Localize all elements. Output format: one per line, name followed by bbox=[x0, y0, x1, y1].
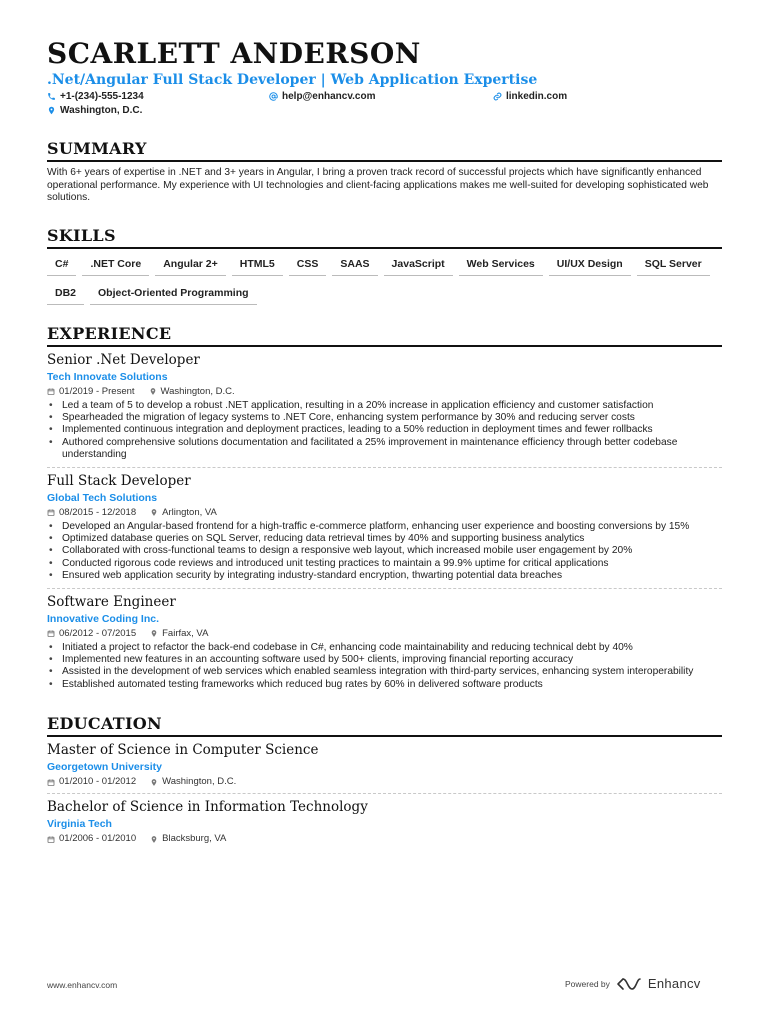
calendar-icon bbox=[47, 387, 55, 396]
skill-tag: SQL Server bbox=[637, 254, 710, 276]
experience-list bbox=[47, 352, 722, 697]
job-location: Arlington, VA bbox=[162, 506, 217, 518]
skill-tag: CSS bbox=[289, 254, 327, 276]
experience-bullet: • Conducted rigorous code reviews and introduced unit testing practices to maintain a 99.9% uptime for critical applications bbox=[47, 558, 722, 570]
candidate-headline: .Net/Angular Full Stack Developer | Web Application Expertise bbox=[47, 72, 538, 88]
experience-title: EXPERIENCE bbox=[47, 323, 172, 343]
skill-tag: DB2 bbox=[47, 283, 84, 305]
section-divider bbox=[47, 735, 722, 737]
experience-entry bbox=[47, 594, 722, 697]
skill-tag: .NET Core bbox=[82, 254, 149, 276]
job-location: Washington, D.C. bbox=[160, 385, 235, 397]
job-meta bbox=[47, 507, 722, 519]
job-dates: 06/2012 - 07/2015 bbox=[59, 627, 137, 639]
map-pin-icon bbox=[150, 778, 158, 787]
email-text: help@enhancv.com bbox=[282, 91, 376, 102]
footer-branding bbox=[565, 976, 701, 991]
summary-section bbox=[47, 139, 722, 205]
education-meta bbox=[47, 776, 722, 788]
link-icon bbox=[493, 92, 502, 101]
job-company[interactable]: Innovative Coding Inc. bbox=[47, 612, 160, 625]
job-dates: 01/2019 - Present bbox=[59, 385, 135, 397]
summary-text: With 6+ years of expertise in .NET and 3+ years in Angular, I bring a proven track record of successful projects which have significantly enhanced operational performance. My experience with UI technologies and client-facing applications makes me well-suited for developing sophisticated web solutions. bbox=[47, 167, 709, 203]
footer-website[interactable]: www.enhancv.com bbox=[47, 980, 118, 990]
job-bullets bbox=[47, 400, 722, 462]
job-company[interactable]: Global Tech Solutions bbox=[47, 491, 158, 504]
job-location: Fairfax, VA bbox=[162, 627, 209, 639]
school-name[interactable]: Georgetown University bbox=[47, 761, 162, 774]
experience-entry bbox=[47, 473, 722, 589]
job-role: Software Engineer bbox=[47, 593, 176, 610]
experience-section bbox=[47, 324, 722, 697]
experience-bullet: • Developed an Angular-based frontend for a high-traffic e-commerce platform, enhancing user experience and boosting conversions by 15% bbox=[47, 521, 722, 533]
skills-list bbox=[47, 254, 722, 312]
calendar-icon bbox=[47, 508, 55, 517]
map-pin-icon bbox=[150, 508, 158, 517]
powered-by-text: Powered by bbox=[565, 978, 610, 989]
skills-title: SKILLS bbox=[47, 225, 116, 245]
experience-bullet: • Implemented new features in an accounting software used by 500+ clients, improving financial reporting accuracy bbox=[47, 654, 722, 666]
location-text: Washington, D.C. bbox=[60, 105, 143, 116]
job-company[interactable]: Tech Innovate Solutions bbox=[47, 370, 168, 383]
education-list bbox=[47, 742, 722, 850]
degree-title: Master of Science in Computer Science bbox=[47, 742, 319, 759]
education-dates: 01/2010 - 01/2012 bbox=[59, 776, 137, 788]
enhancv-logo-icon bbox=[616, 977, 642, 991]
skill-tag: JavaScript bbox=[384, 254, 453, 276]
phone-icon bbox=[47, 92, 56, 101]
contact-info bbox=[47, 89, 722, 119]
job-role: Full Stack Developer bbox=[47, 472, 191, 489]
experience-bullet: • Optimized database queries on SQL Server, reducing data retrieval times by 40% and supporting business analytics bbox=[47, 533, 722, 545]
skill-tag: SAAS bbox=[332, 254, 377, 276]
degree-title: Bachelor of Science in Information Technology bbox=[47, 799, 368, 816]
education-title: EDUCATION bbox=[47, 714, 162, 734]
map-pin-icon bbox=[150, 629, 158, 638]
contact-phone[interactable] bbox=[47, 90, 144, 103]
contact-linkedin[interactable] bbox=[493, 90, 567, 103]
education-entry bbox=[47, 742, 722, 794]
experience-entry bbox=[47, 352, 722, 468]
education-location: Blacksburg, VA bbox=[162, 833, 227, 845]
job-bullets bbox=[47, 642, 722, 692]
skill-tag: HTML5 bbox=[232, 254, 283, 276]
calendar-icon bbox=[47, 778, 55, 787]
experience-bullet: • Initiated a project to refactor the back-end codebase in C#, enhancing code maintainability and reducing technical debt by 40% bbox=[47, 642, 722, 654]
candidate-name: SCARLETT ANDERSON bbox=[47, 37, 421, 70]
skill-tag: UI/UX Design bbox=[549, 254, 631, 276]
job-role: Senior .Net Developer bbox=[47, 351, 200, 368]
experience-bullet: • Implemented continuous integration and deployment practices, leading to a 50% reduction in deployment times and fewer rollbacks bbox=[47, 424, 722, 436]
skills-section bbox=[47, 226, 722, 312]
education-location: Washington, D.C. bbox=[162, 776, 237, 788]
calendar-icon bbox=[47, 629, 55, 638]
experience-bullet: • Led a team of 5 to develop a robust .NET application, resulting in a 20% increase in application efficiency and customer satisfaction bbox=[47, 400, 722, 412]
map-pin-icon bbox=[149, 387, 157, 396]
linkedin-text: linkedin.com bbox=[506, 91, 568, 102]
section-divider bbox=[47, 247, 722, 249]
experience-bullet: • Collaborated with cross-functional teams to design a responsive web layout, which increased mobile user engagement by 20% bbox=[47, 545, 722, 557]
contact-location bbox=[47, 104, 142, 117]
section-divider bbox=[47, 160, 722, 162]
school-name[interactable]: Virginia Tech bbox=[47, 818, 112, 831]
phone-text: +1-(234)-555-1234 bbox=[60, 91, 144, 102]
map-pin-icon bbox=[47, 106, 56, 115]
skill-tag: C# bbox=[47, 254, 76, 276]
contact-email[interactable] bbox=[269, 90, 375, 103]
resume bbox=[47, 38, 722, 850]
experience-bullet: • Assisted in the development of web services which enabled seamless integration with third-party services, enhancing system interoperability bbox=[47, 666, 722, 678]
skill-tag: Angular 2+ bbox=[155, 254, 226, 276]
experience-bullet: • Established automated testing frameworks which reduced bug rates by 60% in delivered software products bbox=[47, 679, 722, 691]
education-section bbox=[47, 714, 722, 850]
at-icon bbox=[269, 92, 278, 101]
job-dates: 08/2015 - 12/2018 bbox=[59, 506, 137, 518]
brand-name: Enhancv bbox=[647, 976, 701, 991]
experience-bullet: • Ensured web application security by integrating industry-standard encryption, thwarting potential data breaches bbox=[47, 570, 722, 582]
summary-title: SUMMARY bbox=[47, 139, 147, 158]
education-meta bbox=[47, 833, 722, 845]
experience-bullet: • Authored comprehensive solutions documentation and facilitated a 25% improvement in maintenance efficiency through better codebase understanding bbox=[47, 437, 722, 462]
job-meta bbox=[47, 628, 722, 640]
section-divider bbox=[47, 345, 722, 347]
skill-tag: Object-Oriented Programming bbox=[90, 283, 257, 305]
education-dates: 01/2006 - 01/2010 bbox=[59, 833, 137, 845]
map-pin-icon bbox=[150, 835, 158, 844]
education-entry bbox=[47, 799, 722, 850]
skill-tag: Web Services bbox=[459, 254, 543, 276]
job-meta bbox=[47, 386, 722, 398]
job-bullets bbox=[47, 521, 722, 583]
calendar-icon bbox=[47, 835, 55, 844]
experience-bullet: • Spearheaded the migration of legacy systems to .NET Core, enhancing system performance by 30% and reducing server costs bbox=[47, 412, 722, 424]
